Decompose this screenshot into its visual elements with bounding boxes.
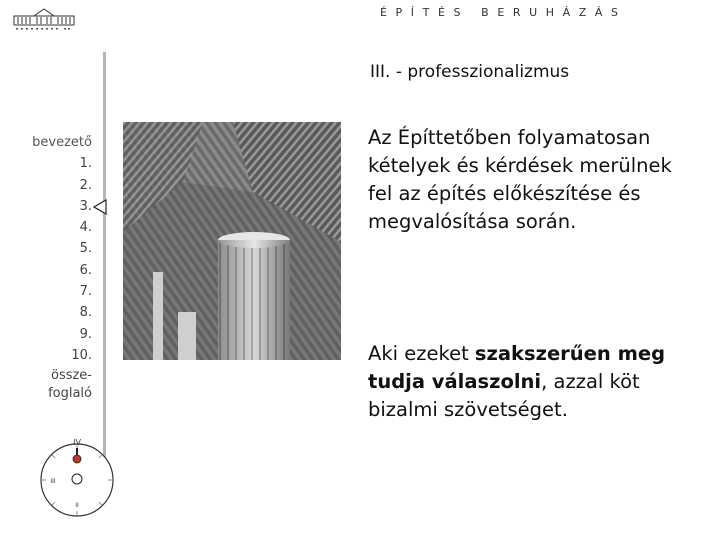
nav-item-9[interactable]: 9. (79, 326, 92, 342)
wooden-columns-photo (123, 122, 341, 360)
pointer-triangle-icon (93, 199, 107, 215)
nav-item-4[interactable]: 4. (79, 220, 92, 236)
paragraph-2-text-end: , azzal köt bizalmi szövetséget. (368, 370, 640, 421)
clock-label-left: III (50, 478, 56, 485)
logo-building-icon (12, 6, 76, 32)
nav-item-summary-line1[interactable]: össze- (50, 368, 92, 384)
header-title: ÉPÍTÉS BERUHÁZÁS (380, 6, 627, 19)
clock-label-bottom: II (75, 502, 79, 509)
clock-icon[interactable] (38, 436, 116, 520)
nav-item-7[interactable]: 7. (79, 284, 92, 300)
nav-item-2[interactable]: 2. (79, 177, 92, 193)
nav-item-6[interactable]: 6. (79, 262, 92, 278)
nav-item-3[interactable]: 3. (79, 198, 92, 214)
nav-item-10[interactable]: 10. (71, 347, 92, 363)
body-paragraph-1: Az Építtetőben folyamatosan kételyek és kérdések merülnek fel az építés előkészítése és megvalósítása során. (368, 126, 672, 233)
paragraph-2-text-start: Aki ezeket (368, 342, 475, 365)
chapter-nav (0, 132, 92, 402)
paragraph-2-emphasis: szakszerűen meg tudja válaszolni (368, 342, 666, 393)
nav-item-5[interactable]: 5. (79, 241, 92, 257)
clock-label-top: IV (73, 438, 81, 447)
nav-item-intro[interactable]: bevezető (32, 135, 92, 150)
body-paragraph-2 (368, 340, 688, 424)
nav-item-1[interactable]: 1. (79, 156, 92, 172)
nav-item-summary-line2[interactable]: foglaló (48, 386, 92, 402)
nav-item-8[interactable]: 8. (79, 305, 92, 321)
section-title: III. - professzionalizmus (370, 62, 570, 82)
vertical-divider (103, 52, 106, 472)
